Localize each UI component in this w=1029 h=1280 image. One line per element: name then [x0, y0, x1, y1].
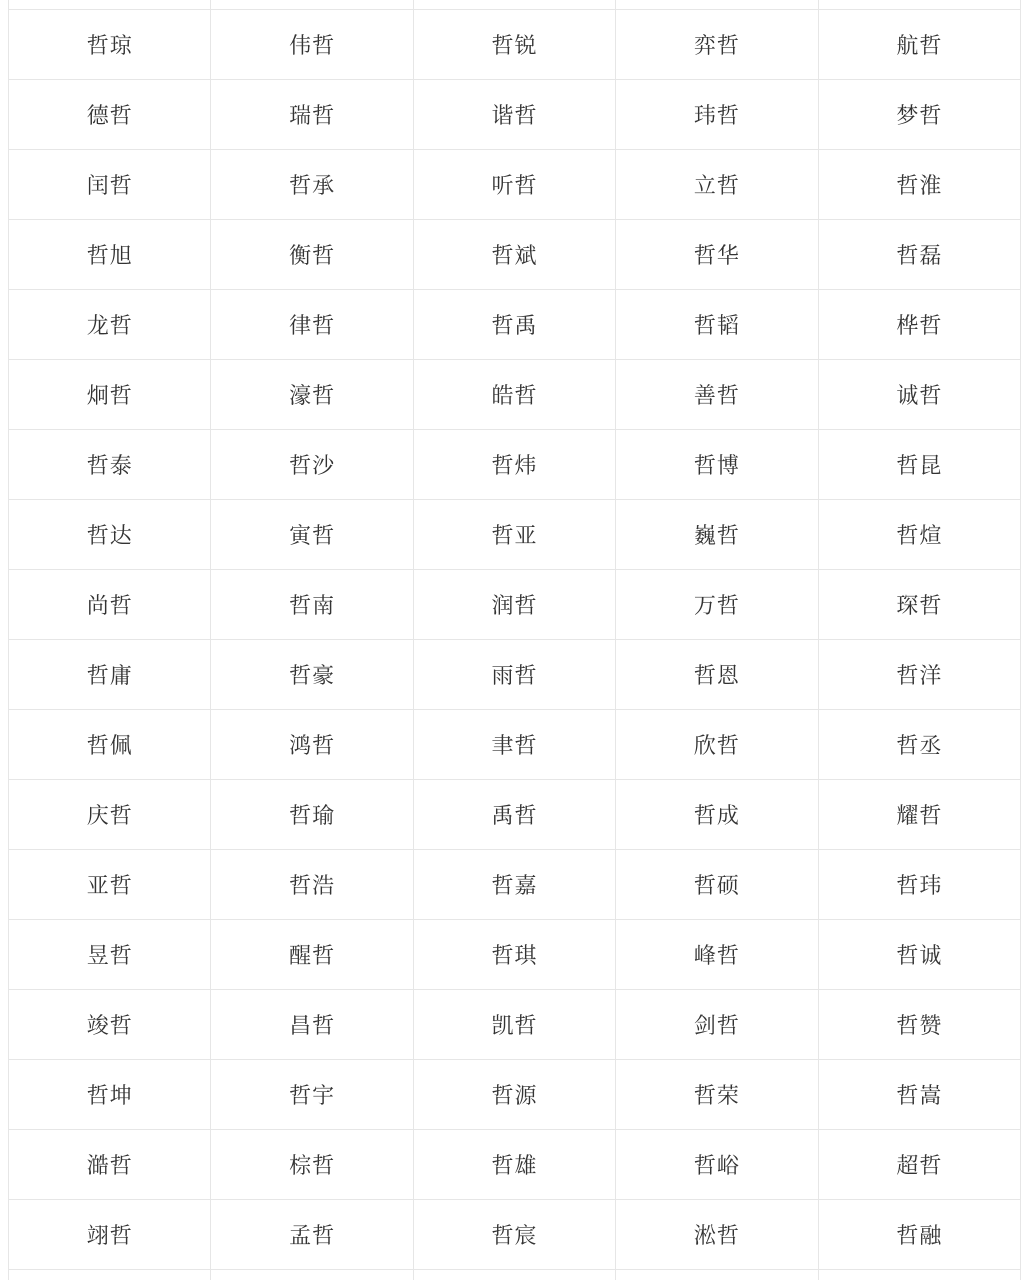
name-cell: [8, 220, 211, 290]
name-cell: [819, 430, 1021, 500]
name-text: 欣哲: [693, 733, 740, 758]
name-text: 哲雄: [491, 1153, 538, 1178]
name-cell: [211, 990, 413, 1060]
name-text: 哲源: [491, 1083, 538, 1108]
name-text: 翊哲: [86, 1223, 133, 1248]
name-cell: [616, 780, 818, 850]
name-text: 庆哲: [86, 803, 133, 828]
name-text: 哲沙: [289, 453, 336, 478]
name-cell: [616, 920, 818, 990]
table-row: [8, 570, 1021, 640]
name-cell: [8, 1130, 211, 1200]
empty-cell: [211, 0, 413, 10]
name-cell: [414, 990, 616, 1060]
name-cell: [211, 290, 413, 360]
name-text: 昱哲: [86, 943, 133, 968]
empty-cell: [8, 1270, 211, 1280]
name-cell: [616, 10, 818, 80]
table-row: [8, 220, 1021, 290]
name-text: 哲承: [289, 173, 336, 198]
name-text: 竣哲: [86, 1013, 133, 1038]
name-cell: [414, 710, 616, 780]
name-text: 耀哲: [896, 803, 943, 828]
name-text: 谐哲: [491, 103, 538, 128]
name-cell: [8, 1060, 211, 1130]
name-text: 哲亚: [491, 523, 538, 548]
name-text: 德哲: [86, 103, 133, 128]
table-row-partial-bottom: [8, 1270, 1021, 1280]
name-text: 淞哲: [693, 1223, 740, 1248]
name-cell: [8, 920, 211, 990]
name-text: 棕哲: [289, 1153, 336, 1178]
name-text: 听哲: [491, 173, 538, 198]
name-cell: [211, 220, 413, 290]
name-cell: [819, 990, 1021, 1060]
table-row: [8, 150, 1021, 220]
table-row: [8, 710, 1021, 780]
name-cell: [819, 10, 1021, 80]
name-text: 弈哲: [693, 33, 740, 58]
name-cell: [211, 570, 413, 640]
name-text: 琛哲: [896, 593, 943, 618]
name-cell: [616, 1130, 818, 1200]
name-text: 哲琪: [491, 943, 538, 968]
name-cell: [414, 290, 616, 360]
name-text: 哲诚: [896, 943, 943, 968]
name-text: 哲丞: [896, 733, 943, 758]
name-cell: [819, 360, 1021, 430]
name-cell: [819, 500, 1021, 570]
name-text: 哲旭: [86, 243, 133, 268]
name-cell: [414, 10, 616, 80]
name-cell: [819, 1200, 1021, 1270]
name-cell: [819, 570, 1021, 640]
name-cell: [414, 1200, 616, 1270]
name-cell: [819, 1060, 1021, 1130]
name-text: 哲恩: [693, 663, 740, 688]
name-cell: [819, 640, 1021, 710]
name-cell: [819, 220, 1021, 290]
name-text: 哲庸: [86, 663, 133, 688]
name-text: 醒哲: [289, 943, 336, 968]
name-cell: [8, 430, 211, 500]
table-row: [8, 920, 1021, 990]
name-text: 哲达: [86, 523, 133, 548]
name-text: 禹哲: [491, 803, 538, 828]
name-cell: [414, 430, 616, 500]
table-row: [8, 1060, 1021, 1130]
name-cell: [616, 990, 818, 1060]
name-cell: [414, 1130, 616, 1200]
name-text: 哲峪: [693, 1153, 740, 1178]
name-cell: [616, 850, 818, 920]
name-text: 哲炜: [491, 453, 538, 478]
name-text: 哲宸: [491, 1223, 538, 1248]
name-text: 哲煊: [896, 523, 943, 548]
name-cell: [616, 1200, 818, 1270]
name-cell: [414, 220, 616, 290]
name-cell: [211, 1200, 413, 1270]
name-cell: [414, 780, 616, 850]
empty-cell: [819, 1270, 1021, 1280]
name-cell: [8, 710, 211, 780]
name-cell: [414, 850, 616, 920]
name-cell: [8, 1200, 211, 1270]
name-text: 哲昆: [896, 453, 943, 478]
name-text: 哲禹: [491, 313, 538, 338]
name-text: 超哲: [896, 1153, 943, 1178]
empty-cell: [414, 1270, 616, 1280]
name-text: 哲宇: [289, 1083, 336, 1108]
table-row: [8, 80, 1021, 150]
name-text: 梦哲: [896, 103, 943, 128]
name-cell: [819, 150, 1021, 220]
name-text: 龙哲: [86, 313, 133, 338]
name-text: 诚哲: [896, 383, 943, 408]
name-text: 航哲: [896, 33, 943, 58]
name-text: 哲嘉: [491, 873, 538, 898]
name-text: 濠哲: [289, 383, 336, 408]
name-text: 凯哲: [491, 1013, 538, 1038]
name-cell: [414, 500, 616, 570]
empty-cell: [616, 0, 818, 10]
name-text: 哲赞: [896, 1013, 943, 1038]
name-text: 哲华: [693, 243, 740, 268]
name-text: 善哲: [693, 383, 740, 408]
name-cell: [211, 710, 413, 780]
name-text: 哲豪: [289, 663, 336, 688]
name-cell: [414, 80, 616, 150]
name-text: 炯哲: [86, 383, 133, 408]
name-text: 哲泰: [86, 453, 133, 478]
name-text: 万哲: [693, 593, 740, 618]
name-text: 哲博: [693, 453, 740, 478]
name-cell: [211, 430, 413, 500]
name-cell: [414, 360, 616, 430]
name-text: 鸿哲: [289, 733, 336, 758]
name-cell: [8, 990, 211, 1060]
name-text: 哲浩: [289, 873, 336, 898]
table-row: [8, 850, 1021, 920]
name-cell: [414, 1060, 616, 1130]
name-cell: [211, 1130, 413, 1200]
name-cell: [8, 850, 211, 920]
name-cell: [211, 640, 413, 710]
name-text: 峰哲: [693, 943, 740, 968]
name-text: 立哲: [693, 173, 740, 198]
name-cell: [414, 640, 616, 710]
name-cell: [616, 500, 818, 570]
table-row: [8, 1130, 1021, 1200]
name-text: 巍哲: [693, 523, 740, 548]
name-cell: [616, 220, 818, 290]
name-text: 哲琼: [86, 33, 133, 58]
name-cell: [211, 920, 413, 990]
name-text: 昌哲: [289, 1013, 336, 1038]
name-cell: [8, 150, 211, 220]
table-row: [8, 780, 1021, 850]
name-cell: [211, 780, 413, 850]
table-row: [8, 1200, 1021, 1270]
name-cell: [8, 570, 211, 640]
name-text: 瑞哲: [289, 103, 336, 128]
name-text: 哲佩: [86, 733, 133, 758]
name-text: 润哲: [491, 593, 538, 618]
name-text: 哲硕: [693, 873, 740, 898]
name-text: 哲锐: [491, 33, 538, 58]
name-cell: [8, 290, 211, 360]
name-cell: [414, 150, 616, 220]
name-text: 哲磊: [896, 243, 943, 268]
name-text: 聿哲: [491, 733, 538, 758]
table-row: [8, 430, 1021, 500]
name-cell: [616, 430, 818, 500]
name-cell: [819, 290, 1021, 360]
name-text: 哲南: [289, 593, 336, 618]
name-cell: [414, 920, 616, 990]
name-text: 寅哲: [289, 523, 336, 548]
name-cell: [616, 1060, 818, 1130]
name-text: 皓哲: [491, 383, 538, 408]
name-text: 衡哲: [289, 243, 336, 268]
name-cell: [211, 850, 413, 920]
name-text: 孟哲: [289, 1223, 336, 1248]
name-text: 律哲: [289, 313, 336, 338]
empty-cell: [8, 0, 211, 10]
name-text: 雨哲: [491, 663, 538, 688]
name-cell: [211, 500, 413, 570]
name-cell: [616, 80, 818, 150]
table-row: [8, 990, 1021, 1060]
name-cell: [819, 920, 1021, 990]
name-text: 剑哲: [693, 1013, 740, 1038]
table-row: [8, 290, 1021, 360]
empty-cell: [211, 1270, 413, 1280]
name-cell: [8, 780, 211, 850]
name-cell: [819, 850, 1021, 920]
name-cell: [414, 570, 616, 640]
name-text: 哲荣: [693, 1083, 740, 1108]
name-cell: [819, 780, 1021, 850]
name-text: 哲韬: [693, 313, 740, 338]
name-text: 桦哲: [896, 313, 943, 338]
table-row: [8, 360, 1021, 430]
name-text: 澔哲: [86, 1153, 133, 1178]
table-row: [8, 500, 1021, 570]
name-cell: [8, 10, 211, 80]
name-text: 哲融: [896, 1223, 943, 1248]
name-cell: [819, 1130, 1021, 1200]
name-cell: [616, 360, 818, 430]
name-cell: [8, 500, 211, 570]
name-cell: [8, 640, 211, 710]
name-cell: [8, 80, 211, 150]
empty-cell: [819, 0, 1021, 10]
name-cell: [819, 710, 1021, 780]
name-cell: [211, 80, 413, 150]
table-row-partial-top: [8, 0, 1021, 10]
name-cell: [211, 360, 413, 430]
name-text: 尚哲: [86, 593, 133, 618]
name-text: 哲斌: [491, 243, 538, 268]
name-text: 哲瑜: [289, 803, 336, 828]
name-cell: [211, 1060, 413, 1130]
name-cell: [819, 80, 1021, 150]
name-cell: [8, 360, 211, 430]
names-table: [8, 0, 1021, 1280]
name-text: 哲淮: [896, 173, 943, 198]
empty-cell: [616, 1270, 818, 1280]
name-text: 哲成: [693, 803, 740, 828]
table-row: [8, 10, 1021, 80]
name-cell: [616, 710, 818, 780]
name-cell: [616, 570, 818, 640]
name-text: 哲洋: [896, 663, 943, 688]
empty-cell: [414, 0, 616, 10]
name-cell: [616, 640, 818, 710]
name-cell: [616, 150, 818, 220]
name-cell: [211, 10, 413, 80]
name-cell: [616, 290, 818, 360]
name-text: 亚哲: [86, 873, 133, 898]
name-text: 伟哲: [289, 33, 336, 58]
name-text: 哲坤: [86, 1083, 133, 1108]
name-text: 哲嵩: [896, 1083, 943, 1108]
name-text: 哲玮: [896, 873, 943, 898]
name-text: 闰哲: [86, 173, 133, 198]
name-cell: [211, 150, 413, 220]
name-text: 玮哲: [693, 103, 740, 128]
table-row: [8, 640, 1021, 710]
